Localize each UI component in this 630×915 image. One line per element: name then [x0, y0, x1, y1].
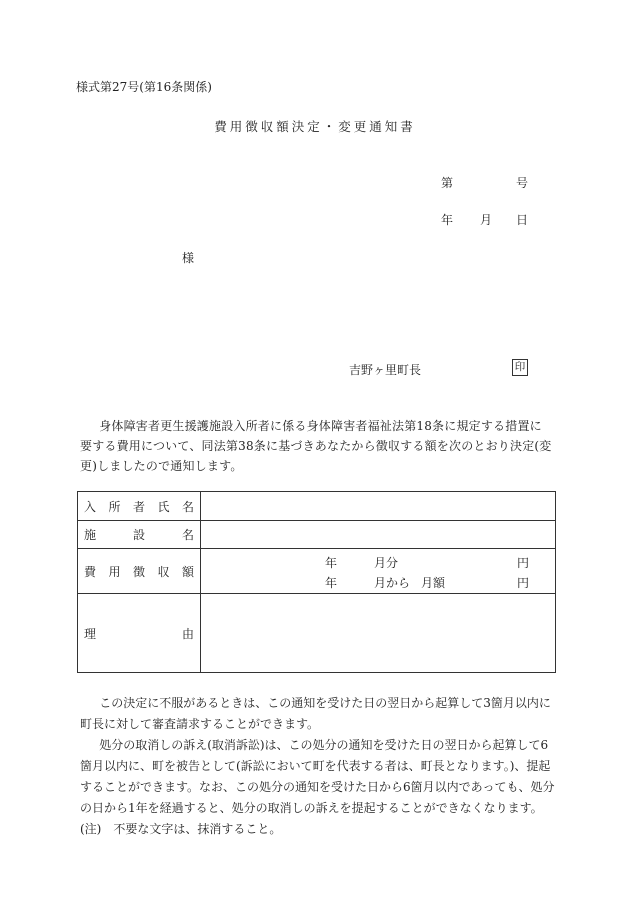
- notice-review-request: この決定に不服があるときは、この通知を受けた日の翌日から起算して3箇月以内に町長に対して審査請求することができます。: [80, 696, 551, 731]
- form-number: 様式第27号(第16条関係): [76, 80, 212, 94]
- notice-note: (注) 不要な文字は、抹消すること。: [80, 822, 282, 836]
- recipient-honorific: 様: [182, 251, 195, 265]
- date-year: 年: [441, 213, 454, 227]
- value-reason[interactable]: [201, 594, 556, 673]
- table-row: [78, 521, 556, 549]
- label-fee-amount: 費 用 徴 収 額: [78, 549, 201, 594]
- value-facility-name[interactable]: [201, 521, 556, 549]
- table-row: [78, 549, 556, 594]
- appeal-notice: [80, 693, 556, 840]
- value-fee-amount[interactable]: [201, 549, 556, 594]
- sender-name: 吉野ヶ里町長: [349, 363, 422, 377]
- fee-line1-yen: 円: [517, 556, 530, 570]
- fee-line1-month-portion: 月分: [374, 556, 399, 570]
- label-reason: 理 由: [78, 594, 201, 673]
- fee-line2-from-month: 月から: [374, 576, 411, 590]
- notice-lawsuit: 処分の取消しの訴え(取消訴訟)は、この処分の通知を受けた日の翌日から起算して6箇月以内に、町を被告として(訴訟において町を代表する者は、町長となります。)、提起することができます。なお、この処分の通知を受けた日から6箇月以内であっても、処分の日から1年を経過すると、処分の取消しの訴えを提起することができなくなります。: [80, 738, 555, 815]
- fee-line2-yen: 円: [517, 576, 530, 590]
- fee-line2-year: 年: [325, 576, 338, 590]
- fee-line2-monthly: 月額: [421, 576, 446, 590]
- table-row: [78, 492, 556, 521]
- document-title: 費用徴収額決定・変更通知書: [214, 119, 416, 134]
- doc-number-suffix: 号: [516, 176, 529, 190]
- date-month: 月: [480, 213, 493, 227]
- date-day: 日: [516, 213, 529, 227]
- value-resident-name[interactable]: [201, 492, 556, 521]
- body-text: 身体障害者更生援護施設入所者に係る身体障害者福祉法第18条に規定する措置に要する費用について、同法第38条に基づきあなたから徴収する額を次のとおり決定(変更)しましたので通知します。: [80, 419, 552, 473]
- fee-line1-year: 年: [325, 556, 338, 570]
- seal-mark: 印: [512, 359, 528, 376]
- label-facility-name: 施 設 名: [78, 521, 201, 549]
- label-resident-name: 入 所 者 氏 名: [78, 492, 201, 521]
- info-table: [77, 491, 556, 673]
- table-row: [78, 594, 556, 673]
- doc-number-prefix: 第: [441, 176, 454, 190]
